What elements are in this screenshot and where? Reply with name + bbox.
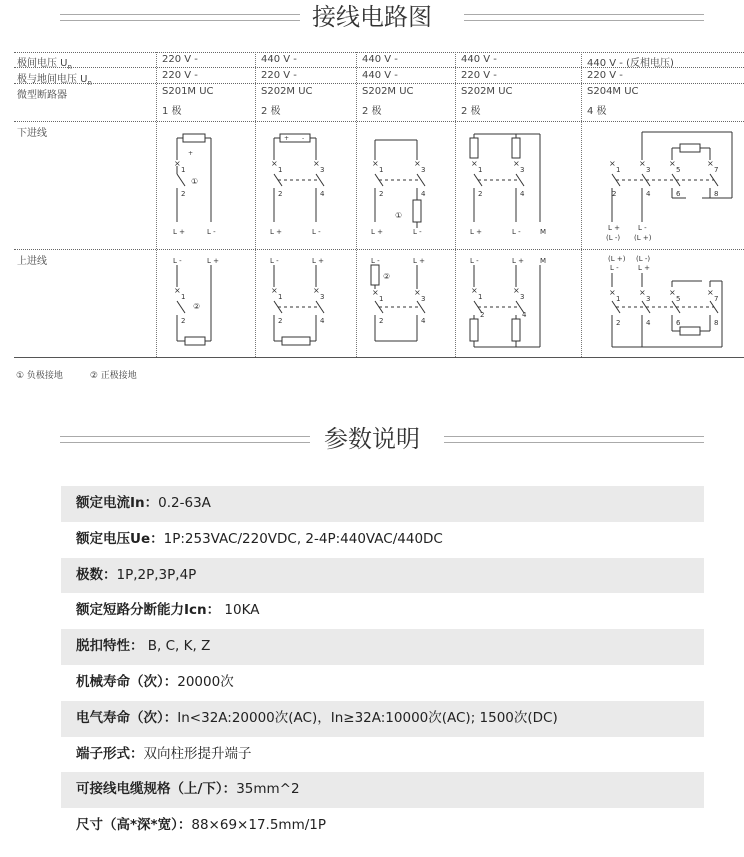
svg-text:6: 6 [676, 319, 681, 327]
svg-text:2: 2 [379, 190, 384, 198]
col1-v1: 220 V - [162, 54, 198, 65]
param-row [61, 593, 704, 629]
diagram-lower-4p [582, 122, 744, 248]
svg-text:×: × [639, 288, 646, 297]
svg-text:×: × [669, 159, 676, 168]
svg-text:×: × [271, 159, 278, 168]
svg-text:L -: L - [610, 264, 619, 272]
params-title: 参数说明 [316, 425, 428, 453]
svg-text:M: M [540, 257, 547, 265]
col1-poles: 1 极 [162, 106, 182, 117]
col4-poles: 2 极 [461, 106, 481, 117]
svg-text:×: × [174, 159, 181, 168]
svg-text:×: × [372, 159, 379, 168]
col3-v1: 440 V - [362, 54, 398, 65]
col2-poles: 2 极 [261, 106, 281, 117]
svg-text:L +: L + [470, 228, 482, 236]
svg-text:8: 8 [714, 190, 719, 198]
diagram-upper-1p [157, 251, 255, 355]
svg-text:4: 4 [520, 190, 525, 198]
svg-text:+: + [284, 135, 290, 142]
col2-v2: 220 V - [261, 70, 297, 81]
col3-v2: 440 V - [362, 70, 398, 81]
param-row [61, 701, 704, 737]
svg-text:L +: L + [638, 264, 650, 272]
param-value: 88×69×17.5mm/1P [191, 817, 326, 834]
param-row [61, 558, 704, 594]
svg-text:4: 4 [421, 317, 426, 325]
svg-text:1: 1 [478, 293, 483, 301]
svg-text:×: × [707, 288, 714, 297]
svg-text:2: 2 [480, 311, 485, 319]
svg-text:L +: L + [173, 228, 185, 236]
svg-text:3: 3 [320, 293, 325, 301]
svg-text:1: 1 [616, 166, 621, 174]
svg-text:4: 4 [646, 319, 651, 327]
param-value: 1P,2P,3P,4P [116, 566, 197, 583]
note-negative-ground: ① 负极接地 [16, 371, 63, 381]
param-row [61, 737, 704, 773]
wiring-section-header [0, 2, 744, 32]
svg-text:×: × [639, 159, 646, 168]
svg-text:1: 1 [181, 166, 186, 174]
svg-text:×: × [669, 288, 676, 297]
svg-text:②: ② [383, 272, 391, 281]
param-label: 极数： [76, 566, 117, 583]
svg-text:3: 3 [646, 295, 651, 303]
param-value: 双向柱形提升端子 [143, 745, 252, 762]
param-row [61, 772, 704, 808]
svg-text:-: - [302, 135, 305, 142]
svg-text:1: 1 [379, 295, 384, 303]
param-label: 额定电压Ue： [76, 530, 164, 547]
svg-text:×: × [414, 288, 421, 297]
svg-text:2: 2 [278, 317, 283, 325]
svg-text:4: 4 [320, 190, 325, 198]
svg-text:L -: L - [638, 224, 647, 232]
svg-text:1: 1 [379, 166, 384, 174]
svg-text:×: × [372, 288, 379, 297]
svg-text:L +: L + [371, 228, 383, 236]
row-label-upper-feed: 上进线 [17, 256, 47, 267]
svg-text:2: 2 [181, 317, 186, 325]
svg-text:L -: L - [371, 257, 380, 265]
svg-text:2: 2 [478, 190, 483, 198]
row-label-lower-feed: 下进线 [17, 128, 47, 139]
svg-text:6: 6 [676, 190, 681, 198]
svg-text:3: 3 [421, 166, 426, 174]
svg-text:L +: L + [270, 228, 282, 236]
param-label: 机械寿命（次）： [76, 673, 178, 690]
param-value: B, C, K, Z [143, 638, 211, 655]
svg-text:L -: L - [413, 228, 422, 236]
svg-text:2: 2 [181, 190, 186, 198]
param-label: 尺寸（高*深*宽）： [76, 817, 192, 834]
diagram-upper-2p-b [357, 251, 455, 355]
svg-text:4: 4 [522, 311, 527, 319]
param-row [61, 629, 704, 665]
svg-text:×: × [471, 159, 478, 168]
svg-text:1: 1 [278, 166, 283, 174]
row-label-pole-voltage: 极间电压 $U_n$ [17, 58, 72, 71]
param-value: 20000次 [177, 673, 234, 690]
svg-text:3: 3 [421, 295, 426, 303]
svg-text:2: 2 [616, 319, 621, 327]
col5-v1: 440 V - (反相电压) [587, 58, 674, 69]
svg-text:①: ① [191, 177, 199, 186]
svg-text:L -: L - [207, 228, 216, 236]
row-label-breaker: 微型断路器 [17, 90, 67, 101]
params-table [61, 486, 704, 844]
svg-text:L -: L - [312, 228, 321, 236]
col2-v1: 440 V - [261, 54, 297, 65]
svg-text:1: 1 [181, 293, 186, 301]
col3-model: S202M UC [362, 86, 414, 97]
svg-text:L -: L - [512, 228, 521, 236]
svg-text:1: 1 [478, 166, 483, 174]
param-label: 额定短路分断能力Icn： [76, 602, 221, 619]
svg-text:×: × [707, 159, 714, 168]
params-section-header [0, 424, 744, 454]
svg-text:7: 7 [714, 295, 719, 303]
svg-text:×: × [609, 288, 616, 297]
col1-v2: 220 V - [162, 70, 198, 81]
param-value: 35mm^2 [236, 781, 300, 798]
col1-model: S201M UC [162, 86, 214, 97]
svg-text:3: 3 [520, 293, 525, 301]
svg-text:7: 7 [714, 166, 719, 174]
param-label: 可接线电缆规格（上/下）： [76, 781, 237, 798]
col4-model: S202M UC [461, 86, 513, 97]
svg-text:L +: L + [312, 257, 324, 265]
svg-text:L +: L + [608, 224, 620, 232]
svg-text:3: 3 [520, 166, 525, 174]
svg-text:1: 1 [278, 293, 283, 301]
svg-text:8: 8 [714, 319, 719, 327]
svg-text:×: × [471, 286, 478, 295]
wiring-title: 接线电路图 [304, 3, 440, 31]
svg-text:×: × [513, 159, 520, 168]
svg-text:①: ① [395, 211, 403, 220]
svg-text:4: 4 [320, 317, 325, 325]
param-value: 10KA [220, 602, 260, 619]
col5-model: S204M UC [587, 86, 639, 97]
svg-text:(L -): (L -) [606, 234, 621, 242]
svg-text:4: 4 [646, 190, 651, 198]
svg-text:2: 2 [278, 190, 283, 198]
col5-v2: 220 V - [587, 70, 623, 81]
param-row [61, 665, 704, 701]
col3-poles: 2 极 [362, 106, 382, 117]
svg-text:3: 3 [320, 166, 325, 174]
svg-text:×: × [414, 159, 421, 168]
diagram-upper-2p-c [456, 251, 581, 355]
svg-text:×: × [313, 286, 320, 295]
svg-text:(L -): (L -) [636, 255, 651, 263]
param-label: 端子形式： [76, 745, 144, 762]
wiring-notes [16, 368, 161, 381]
param-label: 脱扣特性： [76, 638, 144, 655]
col2-model: S202M UC [261, 86, 313, 97]
diagram-lower-2p-a [256, 122, 355, 248]
col4-v1: 440 V - [461, 54, 497, 65]
svg-text:L +: L + [512, 257, 524, 265]
svg-text:L -: L - [173, 257, 182, 265]
svg-text:L -: L - [470, 257, 479, 265]
param-value: 0.2-63A [158, 495, 211, 511]
col4-v2: 220 V - [461, 70, 497, 81]
svg-text:×: × [609, 159, 616, 168]
svg-text:×: × [271, 286, 278, 295]
svg-text:5: 5 [676, 166, 681, 174]
diagram-lower-2p-b [357, 122, 455, 248]
diagram-lower-1p [157, 122, 255, 248]
param-row [61, 808, 704, 844]
diagram-upper-4p [582, 251, 744, 355]
svg-text:(L +): (L +) [608, 255, 626, 263]
param-label: 电气寿命（次）： [76, 709, 178, 726]
param-row [61, 522, 704, 558]
svg-text:M: M [540, 228, 547, 236]
svg-text:L +: L + [413, 257, 425, 265]
svg-text:×: × [174, 286, 181, 295]
diagram-upper-2p-a [256, 251, 355, 355]
svg-text:+: + [188, 150, 194, 157]
svg-text:(L +): (L +) [634, 234, 652, 242]
param-label: 额定电流In： [76, 495, 159, 511]
row-label-ground-voltage: 极与地间电压 $U_n$ [17, 74, 92, 87]
svg-text:×: × [513, 286, 520, 295]
param-value: In<32A:20000次(AC)，In≥32A:10000次(AC); 1500次(DC) [177, 709, 558, 726]
svg-text:3: 3 [646, 166, 651, 174]
svg-text:L +: L + [207, 257, 219, 265]
svg-text:②: ② [193, 302, 201, 311]
svg-text:4: 4 [421, 190, 426, 198]
svg-text:×: × [313, 159, 320, 168]
param-row [61, 486, 704, 522]
svg-text:2: 2 [379, 317, 384, 325]
col5-poles: 4 极 [587, 106, 607, 117]
note-positive-ground: ② 正极接地 [89, 371, 137, 381]
svg-text:5: 5 [676, 295, 681, 303]
svg-text:2: 2 [612, 190, 617, 198]
svg-text:1: 1 [616, 295, 621, 303]
param-value: 1P:253VAC/220VDC, 2-4P:440VAC/440DC [163, 530, 443, 547]
diagram-lower-2p-c [456, 122, 581, 248]
svg-text:L -: L - [270, 257, 279, 265]
